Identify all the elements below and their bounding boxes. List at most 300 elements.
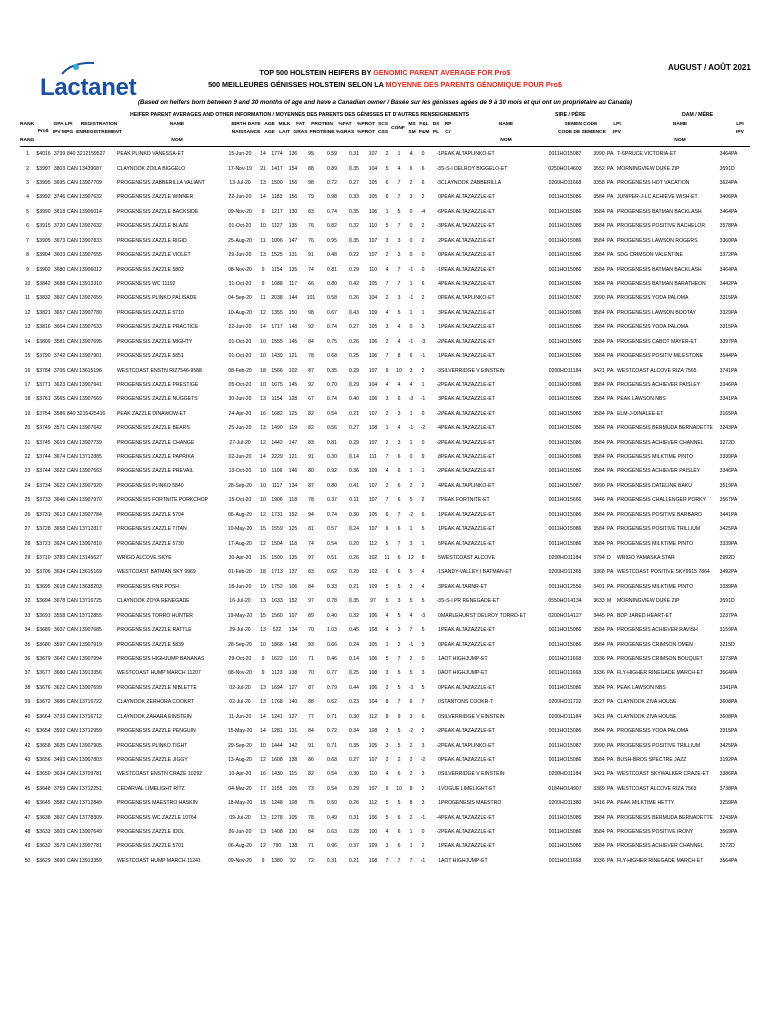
- pct-fat-cell: 0.35: [327, 367, 337, 374]
- heifer-table: [20, 147, 744, 868]
- scs-cell: 106: [368, 814, 378, 821]
- protein-cell: 97: [308, 598, 314, 605]
- fl-cell: 8: [409, 800, 413, 807]
- fat-cell: 136: [288, 151, 298, 158]
- semen-code-cell: 0011HO15086: [548, 237, 582, 244]
- sire-lpi-cell: 3990: [593, 482, 605, 489]
- ms-cell: 5: [397, 800, 401, 807]
- sire-lpi-cell: 3794: [593, 555, 605, 562]
- gpa-lpi-cell: 3558: [53, 612, 66, 619]
- col-dam-name: NAME NOM: [672, 122, 688, 143]
- ds-cell: 9: [421, 454, 425, 461]
- milk-cell: 522: [272, 627, 282, 634]
- age-cell: 12: [260, 540, 266, 547]
- col-registration: REGISTRATION ENREGISTREMENT: [76, 122, 122, 135]
- rank-cell: 10: [24, 281, 31, 287]
- semen-code-cell: 0011HO15086: [548, 526, 582, 533]
- pct-prot-cell: 0.27: [349, 425, 359, 432]
- gpa-lpi-cell: 3759: [53, 785, 66, 792]
- dam-lpi-cell: 3159: [719, 627, 731, 634]
- heifer-name-cell: PROGENESIS ZAZZLE PAPRIKA: [117, 454, 195, 461]
- dam-lpi-cell: 3339: [719, 454, 731, 461]
- dam-lpi-type-cell: PA: [730, 771, 738, 778]
- dam-name-cell: PROGENESIS ACHIEVER CHANNEL: [617, 843, 704, 850]
- milk-cell: 2229: [271, 454, 283, 461]
- scs-cell: 105: [368, 742, 378, 749]
- ds-cell: 2: [421, 223, 425, 230]
- ds-cell: 3: [421, 670, 425, 677]
- fl-cell: 1: [409, 843, 413, 850]
- conf-cell: 4: [385, 612, 389, 619]
- milk-cell: 1248: [271, 800, 283, 807]
- sire-lpi-cell: 3368: [593, 569, 605, 576]
- ds-cell: -1: [420, 814, 426, 821]
- pct-fat-cell: 0.80: [327, 482, 337, 489]
- sire-lpi-type-cell: PA: [607, 771, 614, 778]
- sire-lpi-type-cell: PA: [607, 583, 614, 590]
- dam-name-cell: PROGENESIS YODA PALOMA: [617, 295, 689, 302]
- dam-name-cell: PROGENESIS MILKTIME PINTO: [617, 454, 694, 461]
- age-cell: 10: [260, 468, 266, 475]
- sire-name-cell: STANTONS COOKR-T: [441, 699, 494, 706]
- milk-cell: 1504: [271, 540, 283, 547]
- protein-cell: 84: [308, 829, 314, 836]
- rank-cell: 9: [26, 266, 29, 273]
- ds-cell: 1: [421, 540, 425, 547]
- table-row: [20, 349, 744, 363]
- pro-dollar-cell: $3632: [36, 843, 51, 850]
- conf-cell: 2: [385, 684, 389, 691]
- gpa-lpi-cell: 3783: [53, 555, 66, 562]
- sire-name-cell: PEAK ALTAZAZZLE-ET: [441, 309, 495, 316]
- heifer-name-cell: WESTCOAST HUMP MARCH 11241: [117, 857, 201, 864]
- dam-lpi-cell: 3608: [719, 713, 731, 720]
- dam-name-cell: PROGENESIS BERMUDA BERNADETTE: [617, 814, 713, 821]
- rp-cell: 4: [438, 281, 441, 287]
- age-cell: 10: [260, 353, 266, 360]
- sire-name-cell: PEAK ALTAZAZZLE-ET: [441, 728, 495, 735]
- age-cell: 10: [260, 338, 266, 345]
- fat-cell: 128: [288, 396, 298, 403]
- birth-date-cell: 29-Oct-20: [228, 655, 252, 662]
- col-rp: RP Cr: [444, 122, 452, 135]
- sire-lpi-type-cell: PA: [607, 526, 614, 533]
- sire-lpi-type-cell: PA: [607, 713, 614, 720]
- heifer-name-cell: WESTCOAST BATMAN SKY 9969: [117, 569, 196, 576]
- pct-prot-cell: 0.35: [349, 165, 359, 172]
- dam-lpi-cell: 3360: [719, 237, 731, 244]
- conf-cell: 8: [385, 713, 389, 720]
- rp-cell: 1: [438, 655, 441, 662]
- sire-lpi-cell: 3584: [593, 814, 605, 821]
- dam-name-cell: CLAYNOOK ZIVA HOUSE: [617, 699, 677, 706]
- pro-dollar-cell: $3721: [36, 540, 51, 547]
- ms-cell: 6: [397, 771, 401, 778]
- scs-cell: 112: [368, 540, 378, 547]
- dam-lpi-type-cell: PA: [730, 670, 738, 677]
- registration-cell: CAN 13907709: [67, 180, 102, 187]
- ms-cell: 4: [397, 165, 401, 172]
- pro-dollar-cell: $3677: [36, 670, 51, 677]
- table-row: [20, 493, 744, 507]
- table-row: [20, 825, 744, 839]
- pro-dollar-cell: $3744: [36, 468, 51, 475]
- gpa-lpi-cell: 3634: [53, 569, 66, 576]
- rp-cell: 1: [438, 526, 441, 533]
- sire-name-cell: PEAK ALTAZAZZLE-ET: [441, 353, 495, 360]
- ds-cell: 6: [421, 713, 425, 720]
- conf-cell: 7: [385, 281, 389, 287]
- pct-fat-cell: 0.72: [327, 728, 337, 735]
- sire-lpi-cell: 3421: [593, 367, 605, 374]
- logo-wordmark: Lactanet: [40, 74, 137, 101]
- age-cell: 10: [260, 641, 266, 648]
- birth-date-cell: 09-Nov-20: [228, 857, 252, 864]
- semen-code-cell: 0200HO11722: [548, 699, 582, 706]
- conf-cell: 5: [385, 540, 389, 547]
- fl-cell: -1: [408, 266, 414, 273]
- ds-cell: 2: [421, 843, 425, 850]
- protein-cell: 79: [308, 194, 314, 201]
- col-pct-prot: %PROT %PROT: [357, 122, 375, 135]
- birth-date-cell: 28-Sep-20: [228, 641, 252, 648]
- dam-name-cell: PROGENESIS POSITIV MILESTONE: [617, 353, 703, 360]
- age-cell: 9: [261, 266, 265, 273]
- heifer-name-cell: PROGENESIS ZAZZLE BLAZE: [117, 223, 189, 230]
- sire-name-cell: AOT HIGHJUMP-ET: [441, 655, 488, 662]
- age-cell: 15: [260, 800, 266, 807]
- milk-cell: 1566: [271, 367, 283, 374]
- pct-fat-cell: 0.89: [327, 165, 337, 172]
- dam-lpi-type-cell: PA: [730, 324, 738, 331]
- ms-cell: 3: [397, 598, 401, 605]
- rank-cell: 31: [24, 583, 31, 590]
- birth-date-cell: 28-Sep-20: [228, 482, 252, 489]
- rp-cell: 0: [438, 295, 441, 302]
- rank-cell: 36: [24, 655, 31, 662]
- group-heading-sire: SIRE / PÈRE: [555, 112, 586, 118]
- registration-cell: 840 3212159527: [67, 151, 106, 158]
- dam-lpi-cell: 3215: [719, 641, 731, 648]
- pct-fat-cell: 0.81: [327, 266, 337, 273]
- dam-name-cell: WESTCOAST ALCOVE RIZA 7565: [617, 367, 697, 374]
- heifer-name-cell: PROGENESIS ZAZZLE NIBLETTE: [117, 684, 197, 691]
- rp-cell: -4: [436, 425, 441, 432]
- dam-lpi-cell: 3519: [719, 482, 731, 489]
- sire-lpi-cell: 3446: [593, 497, 605, 504]
- gpa-lpi-cell: 3673: [53, 237, 66, 244]
- protein-cell: 88: [308, 165, 314, 172]
- registration-cell: CAN 13709781: [67, 771, 102, 778]
- dam-lpi-type-cell: PA: [730, 699, 738, 706]
- semen-code-cell: 0011HO15086: [548, 410, 582, 417]
- fat-cell: 127: [288, 684, 298, 691]
- table-row: [20, 147, 744, 161]
- sire-lpi-cell: 3336: [593, 655, 605, 662]
- protein-cell: 93: [308, 641, 314, 648]
- heifer-name-cell: PROGENESIS ZAZZLE 5704: [117, 511, 184, 518]
- pct-prot-cell: 0.45: [349, 627, 359, 634]
- semen-code-cell: 0011HO15086: [548, 829, 582, 836]
- fat-cell: 107: [288, 612, 298, 619]
- sire-lpi-type-cell: PA: [607, 180, 614, 187]
- pct-prot-cell: 0.26: [349, 338, 359, 345]
- gpa-lpi-cell: 3623: [53, 381, 66, 388]
- pct-prot-cell: 0.35: [349, 208, 359, 215]
- pct-prot-cell: 0.28: [349, 829, 359, 836]
- protein-cell: 89: [308, 612, 314, 619]
- dam-name-cell: PROGENESIS ACHIEVER CHANNEL: [617, 439, 704, 446]
- ds-cell: 4: [421, 569, 425, 576]
- semen-code-cell: 0011HO15086: [548, 439, 582, 446]
- table-row: [20, 551, 744, 565]
- scs-cell: 105: [368, 194, 378, 201]
- rp-cell: -4: [436, 814, 441, 821]
- table-row: [20, 262, 744, 276]
- semen-code-cell: 0011HO15086: [548, 814, 582, 821]
- pct-fat-cell: 0.62: [327, 569, 337, 576]
- ds-cell: 0: [421, 829, 425, 836]
- ds-cell: 3: [421, 324, 425, 331]
- ds-cell: -2: [420, 425, 426, 432]
- semen-code-cell: 0011HO15086: [548, 252, 582, 259]
- sire-lpi-type-cell: PA: [607, 670, 614, 677]
- rank-cell: 11: [24, 295, 31, 302]
- pct-prot-cell: 0.21: [349, 583, 359, 590]
- pro-dollar-cell: $3664: [36, 713, 51, 720]
- table-row: [20, 810, 744, 824]
- scs-cell: 109: [368, 468, 378, 475]
- protein-cell: 86: [308, 756, 314, 763]
- pro-dollar-cell: $3638: [36, 814, 51, 821]
- dam-lpi-cell: 3464: [719, 208, 731, 215]
- pct-prot-cell: 0.21: [349, 410, 359, 417]
- pro-dollar-cell: $3784: [36, 367, 51, 374]
- sire-lpi-type-cell: M: [607, 598, 612, 605]
- ms-cell: 4: [397, 381, 401, 388]
- pct-prot-cell: 0.37: [349, 843, 359, 850]
- milk-cell: 1430: [271, 771, 283, 778]
- table-row: [20, 190, 744, 204]
- dam-lpi-cell: 3578: [719, 223, 731, 230]
- semen-code-cell: 0200HO11668: [548, 180, 582, 187]
- dam-name-cell: PROGENESIS MILKTIME PINTO: [617, 583, 694, 590]
- conf-cell: 1: [385, 425, 389, 432]
- conf-cell: 4: [385, 771, 389, 778]
- scs-cell: 108: [368, 857, 378, 864]
- dam-lpi-cell: 3464: [719, 266, 731, 273]
- sire-lpi-cell: 3416: [593, 800, 605, 807]
- sire-name-cell: S-S-I DELROY BIGGELO-ET: [441, 165, 508, 172]
- milk-cell: 1444: [271, 742, 283, 749]
- sire-name-cell: PEAK ALTAZAZZLE-ET: [441, 410, 495, 417]
- sire-name-cell: PEAK ALTAZAZZLE-ET: [441, 324, 495, 331]
- ms-cell: 2: [397, 756, 401, 763]
- scs-cell: 106: [368, 208, 378, 215]
- dam-lpi-cell: 3464: [719, 151, 731, 158]
- rank-cell: 15: [24, 353, 31, 360]
- pro-dollar-cell: $3710: [36, 555, 51, 562]
- conf-cell: 9: [385, 785, 389, 792]
- gpa-lpi-cell: 3619: [53, 439, 66, 446]
- birth-date-cell: 30-Jun-20: [228, 396, 252, 403]
- registration-cell: CAN 13712251: [67, 785, 102, 792]
- fat-cell: 121: [288, 454, 298, 461]
- dam-lpi-cell: 3339: [719, 540, 731, 547]
- rp-cell: -3: [436, 180, 441, 187]
- sire-lpi-type-cell: PA: [607, 425, 614, 432]
- rp-cell: -2: [436, 439, 441, 446]
- rp-cell: -3: [436, 223, 441, 230]
- pct-fat-cell: 0.37: [327, 497, 337, 504]
- gpa-lpi-cell: 3613: [53, 511, 66, 518]
- pct-prot-cell: 0.20: [349, 540, 359, 547]
- pct-fat-cell: 0.71: [327, 742, 337, 749]
- protein-cell: 92: [308, 381, 314, 388]
- protein-cell: 71: [308, 655, 314, 662]
- fat-cell: 118: [288, 540, 298, 547]
- dam-name-cell: ELM-J-DINALEE-ET: [617, 410, 664, 417]
- rank-cell: 32: [24, 598, 31, 605]
- scs-cell: 107: [368, 151, 378, 158]
- conf-cell: 6: [385, 526, 389, 533]
- birth-date-cell: 01-Oct-20: [228, 223, 252, 230]
- gpa-lpi-cell: 3690: [53, 857, 66, 864]
- dam-name-cell: PROGENESIS POSITIVE IRONY: [617, 829, 694, 836]
- age-cell: 13: [260, 598, 266, 605]
- registration-cell: CAN 13913310: [67, 281, 102, 287]
- scs-cell: 106: [368, 338, 378, 345]
- heifer-name-cell: PROGENESIS ZAZZLE 5802: [117, 266, 184, 273]
- sire-lpi-type-cell: PA: [607, 454, 614, 461]
- dam-lpi-type-cell: D: [730, 439, 735, 446]
- scs-cell: 107: [368, 237, 378, 244]
- sire-name-cell: PEAK ALTAZAZZLE-ET: [441, 338, 495, 345]
- sire-lpi-type-cell: PA: [607, 252, 614, 259]
- semen-code-cell: 0200HO14127: [548, 612, 582, 619]
- sire-name-cell: AOT HIGHJUMP-ET: [441, 857, 488, 864]
- fat-cell: 102: [288, 367, 298, 374]
- sire-lpi-type-cell: PA: [607, 829, 614, 836]
- milk-cell: 1006: [271, 237, 283, 244]
- dam-lpi-type-cell: PA: [730, 252, 738, 259]
- pct-fat-cell: 0.54: [327, 771, 337, 778]
- conf-cell: 2: [385, 439, 389, 446]
- pro-dollar-cell: $3990: [36, 208, 51, 215]
- pct-prot-cell: 0.29: [349, 381, 359, 388]
- age-cell: 17: [260, 785, 266, 792]
- heifer-name-cell: PROGENESIS ZAZZLE BEARS: [117, 425, 190, 432]
- fl-cell: 2: [409, 814, 413, 821]
- pct-fat-cell: 0.31: [327, 857, 337, 864]
- ds-cell: 6: [421, 511, 425, 518]
- ds-cell: 2: [421, 728, 425, 735]
- birth-date-cell: 17-Nov-19: [228, 165, 252, 172]
- sire-lpi-type-cell: PA: [607, 223, 614, 230]
- ms-cell: 3: [397, 237, 401, 244]
- conf-cell: 5: [385, 655, 389, 662]
- semen-code-cell: 0011HO15086: [548, 728, 582, 735]
- rp-cell: 0: [438, 612, 441, 619]
- rank-cell: 13: [24, 324, 31, 331]
- semen-code-cell: 0011HO15086: [548, 684, 582, 691]
- rank-cell: 28: [24, 540, 31, 547]
- rp-cell: 1: [438, 857, 441, 864]
- protein-cell: 71: [308, 843, 314, 850]
- sire-lpi-cell: 3584: [593, 641, 605, 648]
- scs-cell: 109: [368, 843, 378, 850]
- ds-cell: 2: [421, 482, 425, 489]
- semen-code-cell: 0011HO15087: [548, 482, 582, 489]
- birth-date-cell: 25-Jun-20: [228, 425, 252, 432]
- fat-cell: 147: [288, 237, 298, 244]
- birth-date-cell: 27-Jul-20: [229, 439, 251, 446]
- sire-lpi-cell: 3584: [593, 684, 605, 691]
- protein-cell: 70: [308, 627, 314, 634]
- ds-cell: 0: [421, 266, 425, 273]
- sire-name-cell: SILVERRIDGE V EINSTEIN: [441, 713, 505, 720]
- semen-code-cell: 0550HO14134: [548, 598, 582, 605]
- gpa-lpi-cell: 3657: [53, 309, 66, 316]
- ms-cell: 10: [396, 367, 402, 374]
- pro-dollar-cell: $3654: [36, 728, 51, 735]
- birth-date-cell: 18-Jun-20: [228, 583, 252, 590]
- pro-dollar-cell: $3754: [36, 410, 51, 417]
- fat-cell: 140: [288, 699, 298, 706]
- protein-cell: 70: [308, 670, 314, 677]
- sire-lpi-cell: 3584: [593, 439, 605, 446]
- fl-cell: 0: [409, 324, 413, 331]
- scs-cell: 109: [368, 309, 378, 316]
- dam-name-cell: PROGENESIS BATMAN BACKLASH: [617, 266, 702, 273]
- heifer-name-cell: PROGENESIS TORRO HUNTER: [117, 612, 193, 619]
- ms-cell: 7: [397, 281, 401, 287]
- fl-cell: 3: [409, 583, 413, 590]
- fl-cell: 1: [409, 439, 413, 446]
- milk-cell: 1731: [271, 511, 283, 518]
- heifer-name-cell: PROGENESIS PLINKO 5840: [117, 482, 184, 489]
- heifer-name-cell: CLAYNOOK ZERHORA COOKRT: [117, 699, 195, 706]
- sire-name-cell: PEAK ALTAPLINKO-ET: [441, 742, 495, 749]
- dam-name-cell: PEAK LAWSON NBS: [617, 684, 666, 691]
- registration-cell: CAN 13907659: [67, 295, 102, 302]
- rank-cell: 25: [24, 497, 31, 504]
- milk-cell: 1608: [271, 756, 283, 763]
- dam-lpi-type-cell: PA: [730, 684, 738, 691]
- ms-cell: 3: [397, 627, 401, 634]
- dam-lpi-type-cell: PA: [730, 627, 738, 634]
- title-english-plain: TOP 500 HOLSTEIN HEIFERS BY: [259, 68, 374, 77]
- fl-cell: -3: [408, 684, 414, 691]
- birth-date-cell: 15-May-20: [227, 728, 253, 735]
- ms-cell: 4: [397, 425, 401, 432]
- conf-cell: 3: [385, 670, 389, 677]
- scs-cell: 112: [368, 713, 378, 720]
- ds-cell: -3: [420, 338, 426, 345]
- dam-lpi-type-cell: PA: [730, 454, 738, 461]
- age-cell: 15: [260, 555, 266, 562]
- gpa-lpi-cell: 3688: [53, 281, 66, 287]
- rank-cell: 37: [24, 670, 31, 677]
- registration-cell: CAN 13712855: [67, 612, 102, 619]
- pct-prot-cell: 0.42: [349, 281, 359, 287]
- milk-cell: 1123: [271, 670, 283, 677]
- scs-cell: 104: [368, 699, 378, 706]
- registration-cell: CAN 13907784: [67, 511, 102, 518]
- conf-cell: 5: [385, 165, 389, 172]
- rp-cell: 0: [438, 699, 441, 706]
- pro-dollar-cell: $3809: [36, 338, 51, 345]
